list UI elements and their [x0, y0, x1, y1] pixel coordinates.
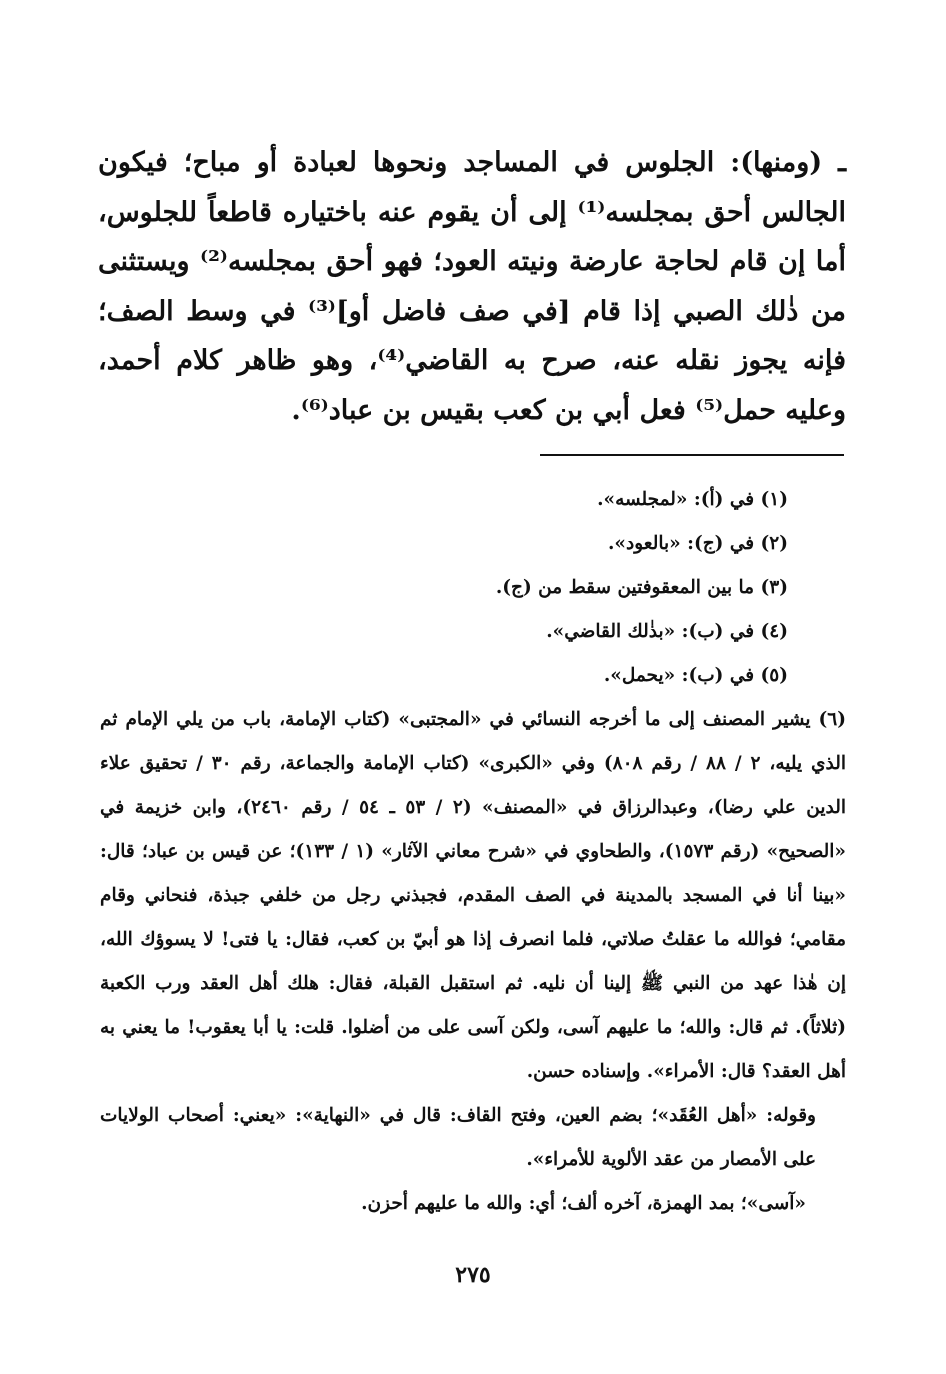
page-number: ٢٧٥: [455, 1262, 491, 1288]
footnote-note-asa: «آسى»؛ بمد الهمزة، آخره ألف؛ أي: والله ما عليهم أحزن.: [361, 1193, 806, 1214]
main-text-block: [98, 138, 846, 435]
footnote-note-aqd: وقوله: «أهل العُقَد»؛ بضم العين، وفتح القاف: قال في «النهاية»: «يعني: أصحاب الولايات على الأمصار من عقد الألوية للأمراء».: [100, 1105, 816, 1170]
footnote-2: (٢) في (ج): «بالعود».: [607, 533, 788, 554]
main-paragraph: ـ (ومنها): الجلوس في المساجد ونحوها لعبادة أو مباح؛ فيكون الجالس أحق بمجلسه⁽¹⁾ إلى أن يقوم عنه باختياره قاطعاً للجلوس، أما إن قام لحاجة عارضة ونيته العود؛ فهو أحق بمجلسه⁽²⁾ ويستثنى من ذٰلك الصبي إذا قام [في صف فاضل أو]⁽³⁾ في وسط الصف؛ فإنه يجوز نقله عنه، صرح به القاضي⁽⁴⁾، وهو ظاهر كلام أحمد، وعليه حمل⁽⁵⁾ فعل أبي بن كعب بقيس بن عباد⁽⁶⁾.: [98, 147, 847, 426]
footnote-6: (٦) يشير المصنف إلى ما أخرجه النسائي في «المجتبى» (كتاب الإمامة، باب من يلي الإمام ثم الذي يليه، ٢ / ٨٨ / رقم ٨٠٨) وفي «الكبرى» (كتاب الإمامة والجماعة، رقم ٣٠ / تحقيق علاء الدين علي رضا)، وعبدالرزاق في «المصنف» (٢ / ٥٣ ـ ٥٤ / رقم ٢٤٦٠)، وابن خزيمة في «الصحيح» (رقم ١٥٧٣)، والطحاوي في «شرح معاني الآثار» (١ / ١٣٣)؛ عن قيس بن عباد؛ قال: «بينا أنا في المسجد بالمدينة في الصف المقدم، فجبذني رجل من خلفي جبذة، فنحاني وقام مقامي؛ فوالله ما عقلتُ صلاتي، فلما انصرف إذا هو أبيّ بن كعب، فقال: يا فتى! لا يسوؤك الله، إن هٰذا عهد من النبي ﷺ إلينا أن نليه. ثم استقبل القبلة، فقال: هلك أهل العقد ورب الكعبة (ثلاثاً). ثم قال: والله؛ ما عليهم آسى، ولكن آسى على من أضلوا. قلت: يا أبا يعقوب! ما يعني به أهل العقد؟ قال: الأمراء». وإسناده حسن.: [100, 709, 847, 1082]
footnote-4: (٤) في (ب): «بذٰلك القاضي».: [546, 621, 788, 642]
footnotes-block: [100, 478, 846, 1226]
footnote-5: (٥) في (ب): «يحمل».: [603, 665, 788, 686]
footnote-3: (٣) ما بين المعقوفتين سقط من (ج).: [495, 577, 788, 598]
footnote-divider: [540, 454, 844, 456]
footnote-1: (١) في (أ): «لمجلسه».: [597, 489, 788, 510]
